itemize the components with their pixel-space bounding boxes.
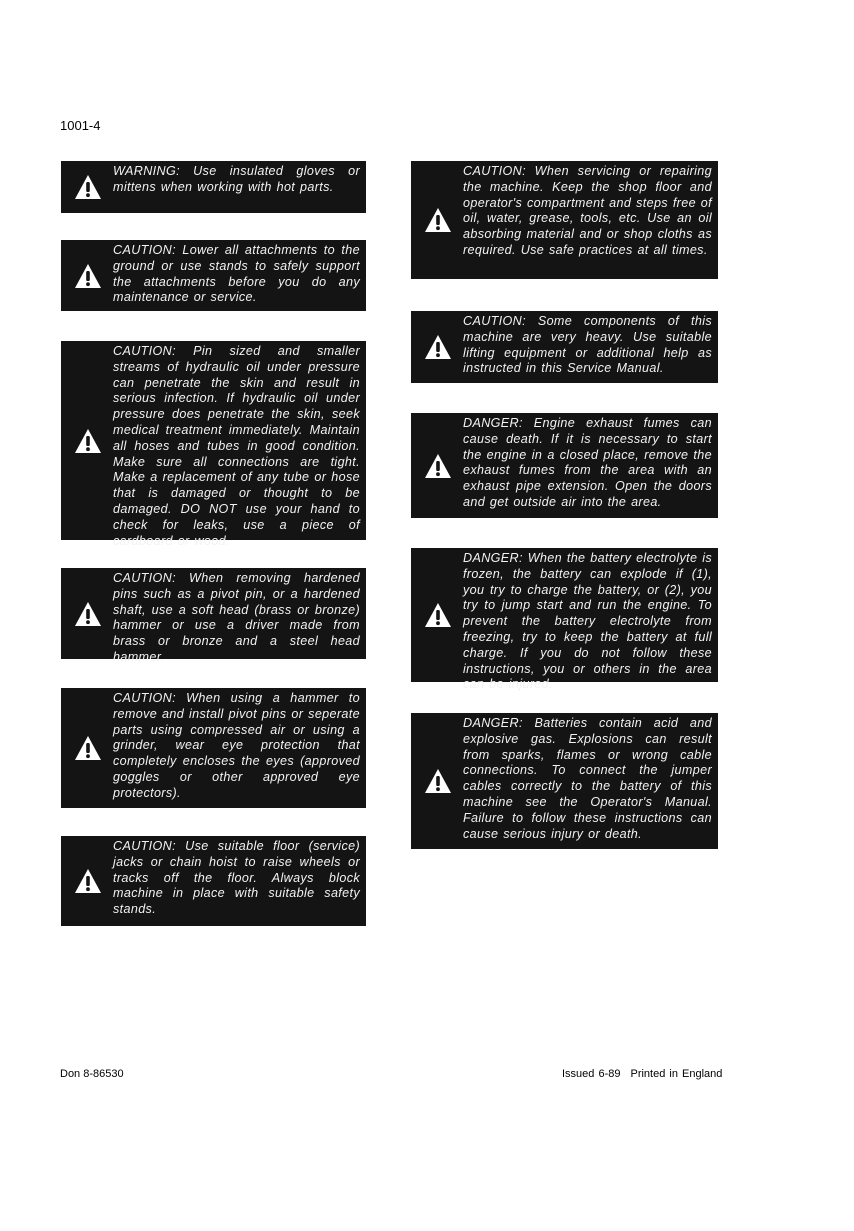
warning-triangle-icon xyxy=(424,334,452,360)
printed-location: Printed in England xyxy=(630,1068,723,1080)
warning-triangle-icon xyxy=(424,207,452,233)
caution-text: CAUTION: When removing hardened pins such as a pivot pin, or a hardened shaft, use a soft head (brass or bronze) hammer or use a driver made from brass or bronze and a steel head hammer. xyxy=(113,571,360,664)
footer-issue-info xyxy=(562,1068,722,1080)
issued-date: Issued 6-89 xyxy=(562,1068,621,1080)
warning-triangle-icon xyxy=(424,453,452,479)
caution-text: CAUTION: When using a hammer to remove and install pivot pins or seperate parts using compressed air or using a grinder, wear eye protection that completely encloses the eyes (approved goggles or other approved eye protectors). xyxy=(113,691,360,800)
warning-triangle-icon xyxy=(74,174,102,200)
caution-heavy-components-box xyxy=(411,311,718,383)
caution-attachments-box xyxy=(61,240,366,311)
danger-battery-acid-box xyxy=(411,713,718,849)
warning-triangle-icon xyxy=(424,602,452,628)
page-number: 1001-4 xyxy=(60,118,101,133)
danger-exhaust-fumes-box xyxy=(411,413,718,518)
caution-text: CAUTION: When servicing or repairing the machine. Keep the shop floor and operator's compartment and steps free of oil, water, grease, tools, etc. Use an oil absorbing material and or shop cloths as required. Use safe practices at all times. xyxy=(463,164,712,257)
warning-text: WARNING: Use insulated gloves or mittens when working with hot parts. xyxy=(113,164,360,194)
warning-triangle-icon xyxy=(74,735,102,761)
warning-hot-parts-box xyxy=(61,161,366,213)
danger-frozen-battery-box xyxy=(411,548,718,692)
caution-hardened-pins-box xyxy=(61,568,366,664)
danger-text: DANGER: When the battery electrolyte is frozen, the battery can explode if (1), you try to charge the battery, or (2), you try to jump start and run the engine. To prevent the battery electrolyte from freezing, try to keep the battery at full charge. If you do not follow these instructions, you or others in the area can be injured. xyxy=(463,551,712,692)
warning-triangle-icon xyxy=(74,868,102,894)
caution-eye-protection-box xyxy=(61,688,366,808)
warning-triangle-icon xyxy=(74,601,102,627)
warning-triangle-icon xyxy=(74,428,102,454)
danger-text: DANGER: Batteries contain acid and explosive gas. Explosions can result from sparks, flames or wrong cable connections. To connect the jumper cables correctly to the battery of this machine see the Operator's Manual. Failure to follow these instructions can cause serious injury or death. xyxy=(463,716,712,841)
caution-floor-jacks-box xyxy=(61,836,366,926)
caution-shop-floor-box xyxy=(411,161,718,279)
caution-text: CAUTION: Pin sized and smaller streams of hydraulic oil under pressure can penetrate the skin and result in serious infection. If hydraulic oil under pressure does penetrate the skin, seek medical treatment immediately. Maintain all hoses and tubes in good condition. Make sure all connections are tight. Make a replacement of any tube or hose that is damaged or thought to be damaged. DO NOT use your hand to check for leaks, use a piece of cardboard or wood. xyxy=(113,344,360,548)
caution-text: CAUTION: Some components of this machine are very heavy. Use suitable lifting equipment or additional help as instructed in this Service Manual. xyxy=(463,314,712,376)
warning-triangle-icon xyxy=(424,768,452,794)
caution-text: CAUTION: Lower all attachments to the ground or use stands to safely support the attachments before you do any maintenance or service. xyxy=(113,243,360,305)
danger-text: DANGER: Engine exhaust fumes can cause death. If it is necessary to start the engine in a closed place, remove the exhaust fumes from the area with an exhaust pipe extension. Open the doors and get outside air into the area. xyxy=(463,416,712,509)
caution-hydraulic-oil-box xyxy=(61,341,366,548)
document-code: Don 8-86530 xyxy=(60,1068,124,1080)
warning-triangle-icon xyxy=(74,263,102,289)
caution-text: CAUTION: Use suitable floor (service) jacks or chain hoist to raise wheels or tracks off the floor. Always block machine in place with suitable safety stands. xyxy=(113,839,360,917)
